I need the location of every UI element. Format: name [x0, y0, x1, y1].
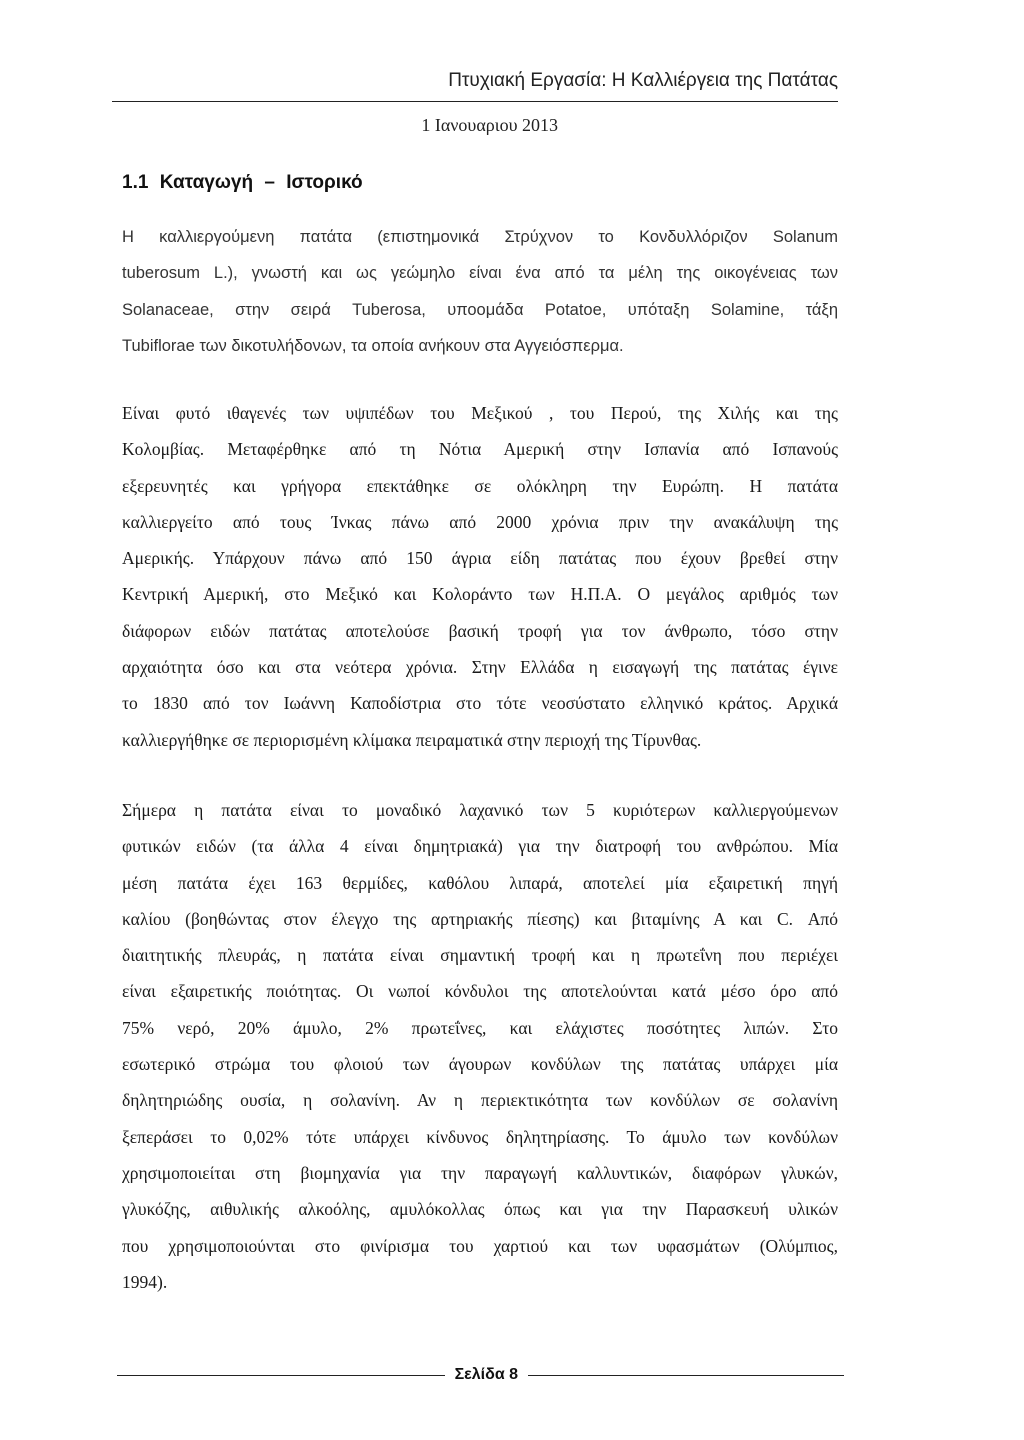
text-line: Αμερικής. Υπάρχουν πάνω από 150 άγρια είδη πατάτας που έχουν βρεθεί στην	[122, 548, 838, 569]
text-line: tuberosum L.), γνωστή και ως γεώμηλο είναι ένα από τα μέλη της οικογένειας των	[122, 264, 838, 283]
running-header-title: Πτυχιακή Εργασία: Η Καλλιέργεια της Πατάτας	[448, 70, 838, 91]
header-divider	[112, 101, 838, 102]
text-line: αρχαιότητα όσο και στα νεότερα χρόνια. Στην Ελλάδα η εισαγωγή της πατάτας έγινε	[122, 657, 838, 678]
page-number: Σελίδα 8	[454, 1366, 518, 1383]
text-line: ξεπεράσει το 0,02% τότε υπάρχει κίνδυνος δηλητηρίασης. Το άμυλο των κονδύλων	[122, 1126, 838, 1147]
text-line: διάφορων ειδών πατάτας αποτελούσε βασική τροφή για τον άνθρωπο, τόσο στην	[122, 620, 838, 641]
text-line: καλλιεργείτο από τους Ίνκας πάνω από 2000 χρόνια πριν την ανακάλυψη της	[122, 511, 838, 532]
text-line: καλίου (βοηθώντας στον έλεγχο της αρτηριακής πίεσης) και βιταμίνης Α και C. Από	[122, 908, 838, 929]
text-line: το 1830 από τον Ιωάννη Καποδίστρια στο τότε νεοσύστατο ελληνικό κράτος. Αρχικά	[122, 693, 838, 714]
header-date: 1 Ιανουαριου 2013	[421, 115, 558, 135]
text-line: Η καλλιεργούμενη πατάτα (επιστημονικά Στρύχνον το Κονδυλλόριζον Solanum	[122, 228, 838, 246]
text-line: Solanaceae, στην σειρά Tuberosa, υποομάδα Potatoe, υπόταξη Solamine, τάξη	[122, 300, 838, 319]
paragraph-3	[122, 792, 838, 1300]
text-line: 75% νερό, 20% άμυλο, 2% πρωτεΐνες, και ελάχιστες ποσότητες λιπών. Στο	[122, 1017, 838, 1038]
text-line: Σήμερα η πατάτα είναι το μοναδικό λαχανικό των 5 κυριότερων καλλιεργούμενων	[122, 800, 838, 820]
text-line: 1994).	[122, 1271, 168, 1292]
text-line: Κεντρική Αμερική, στο Μεξικό και Κολοράντο των Η.Π.Α. Ο μεγάλος αριθμός των	[122, 584, 838, 605]
text-line: διαιτητικής πλευράς, η πατάτα είναι σημαντική τροφή και η πρωτεΐνη που περιέχει	[122, 945, 838, 966]
page-footer	[117, 1366, 844, 1384]
text-line: είναι εξαιρετικής ποιότητας. Οι νωποί κόνδυλοι της αποτελούνται κατά μέσο όρο από	[122, 981, 838, 1002]
text-line: φυτικών ειδών (τα άλλα 4 είναι δημητριακά) για την διατροφή του ανθρώπου. Μία	[122, 836, 838, 857]
text-line: εσωτερικό στρώμα του φλοιού των άγουρων κονδύλων της πατάτας υπάρχει μία	[122, 1054, 838, 1075]
footer-rule-left	[117, 1375, 445, 1376]
text-line: δηλητηριώδης ουσία, η σολανίνη. Αν η περιεκτικότητα των κονδύλων σε σολανίνη	[122, 1090, 838, 1111]
footer-rule-right	[528, 1375, 844, 1376]
text-line: Tubiflorae των δικοτυλήδονων, τα οποία ανήκουν στα Αγγειόσπερμα.	[122, 336, 624, 355]
text-line: που χρησιμοποιούνται στο φινίρισμα του χαρτιού και των υφασμάτων (Ολύμπιος,	[122, 1235, 838, 1256]
text-line: χρησιμοποιείται στη βιομηχανία για την παραγωγή καλλυντικών, διαφόρων γλυκών,	[122, 1162, 838, 1183]
text-line: Κολομβίας. Μεταφέρθηκε από τη Νότια Αμερική στην Ισπανία από Ισπανούς	[122, 439, 838, 460]
section-heading: 1.1 Καταγωγή – Ιστορικό	[122, 172, 363, 193]
paragraph-1	[122, 219, 838, 364]
text-line: εξερευνητές και γρήγορα επεκτάθηκε σε ολόκληρη την Ευρώπη. Η πατάτα	[122, 475, 838, 496]
paragraph-2	[122, 395, 838, 758]
text-line: μέση πατάτα έχει 163 θερμίδες, καθόλου λιπαρά, αποτελεί μία εξαιρετική πηγή	[122, 872, 838, 893]
text-line: καλλιεργήθηκε σε περιορισμένη κλίμακα πειραματικά στην περιοχή της Τίρυνθας.	[122, 729, 702, 750]
text-line: γλυκόζης, αιθυλικής αλκοόλης, αμυλόκολλας όπως και για την Παρασκευή υλικών	[122, 1199, 838, 1220]
text-line: Είναι φυτό ιθαγενές των υψιπέδων του Μεξικού , του Περού, της Χιλής και της	[122, 403, 838, 423]
